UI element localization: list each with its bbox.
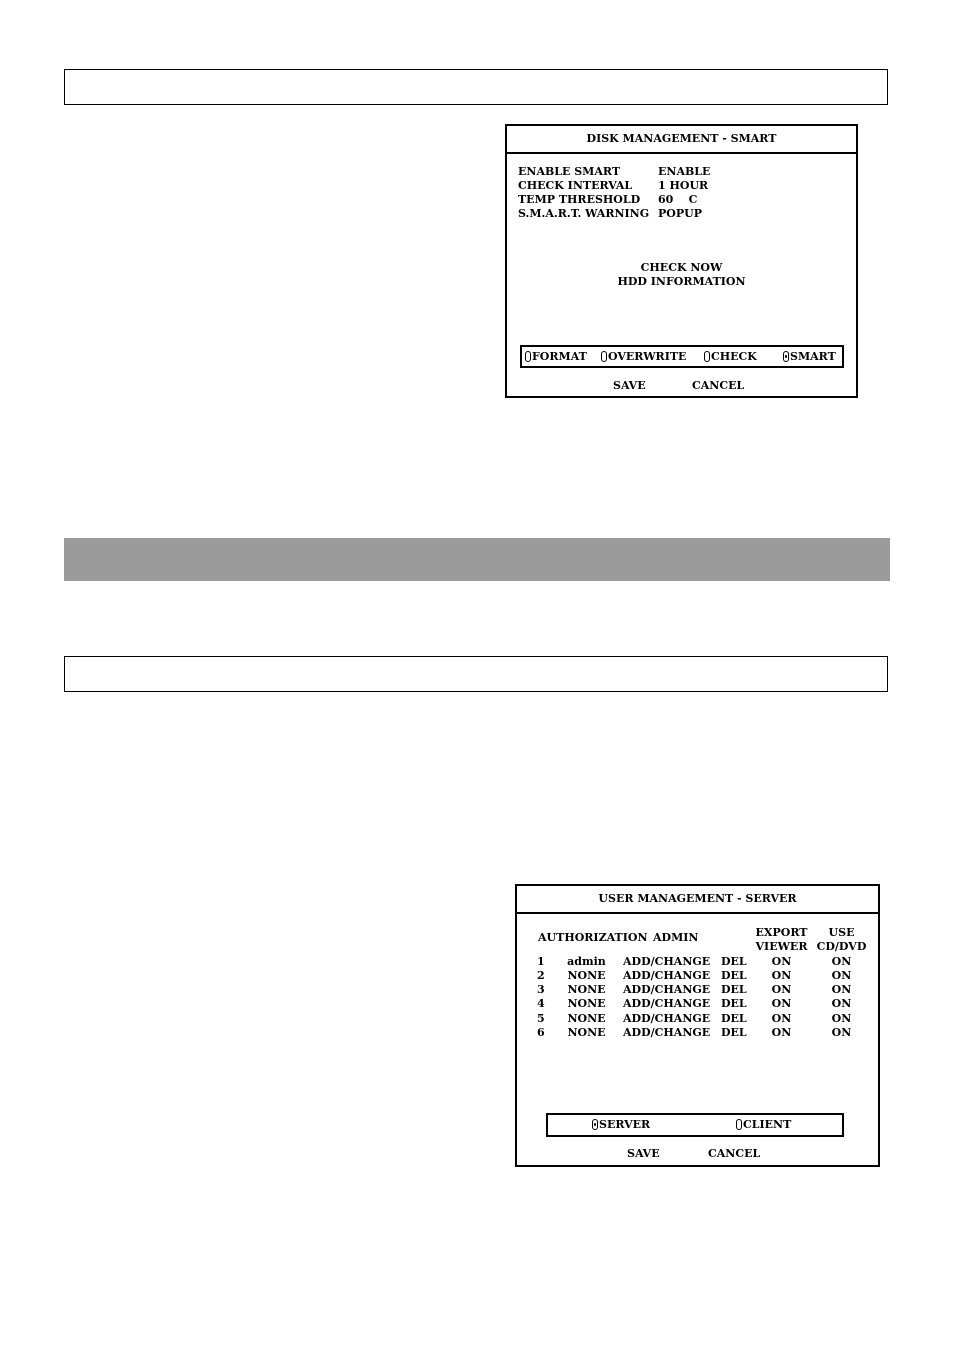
row-number: 2 bbox=[537, 969, 545, 982]
smart-warning-label: S.M.A.R.T. WARNING bbox=[518, 207, 650, 220]
row-del[interactable]: DEL bbox=[721, 955, 747, 968]
row-export[interactable]: ON bbox=[771, 955, 792, 968]
row-user[interactable]: NONE bbox=[567, 1026, 606, 1039]
user-panel-title: USER MANAGEMENT - SERVER bbox=[517, 886, 878, 914]
row-use[interactable]: ON bbox=[831, 969, 852, 982]
row-add-change[interactable]: ADD/CHANGE bbox=[623, 997, 711, 1010]
authorization-header: AUTHORIZATION bbox=[538, 931, 648, 944]
enable-smart-value[interactable]: ENABLE bbox=[658, 165, 711, 178]
tab-server[interactable] bbox=[592, 1118, 650, 1131]
radio-off-icon bbox=[736, 1119, 742, 1130]
section-header-box-bottom bbox=[64, 656, 888, 692]
cancel-button[interactable]: CANCEL bbox=[692, 379, 745, 392]
smart-warning-value[interactable]: POPUP bbox=[658, 207, 702, 220]
row-add-change[interactable]: ADD/CHANGE bbox=[623, 1026, 711, 1039]
row-use[interactable]: ON bbox=[831, 983, 852, 996]
radio-off-icon bbox=[704, 351, 710, 362]
row-use[interactable]: ON bbox=[831, 1026, 852, 1039]
row-number: 3 bbox=[537, 983, 545, 996]
tab-smart[interactable] bbox=[783, 350, 836, 363]
radio-on-icon bbox=[592, 1119, 598, 1130]
row-use[interactable]: ON bbox=[831, 1012, 852, 1025]
use-header-line1: USE bbox=[828, 926, 855, 939]
hdd-information-button[interactable]: HDD INFORMATION bbox=[617, 275, 746, 288]
tab-overwrite[interactable] bbox=[601, 350, 686, 363]
row-user[interactable]: NONE bbox=[567, 1012, 606, 1025]
section-gray-bar bbox=[64, 538, 890, 581]
tab-smart-label: SMART bbox=[790, 350, 836, 363]
row-del[interactable]: DEL bbox=[721, 983, 747, 996]
temp-threshold-label: TEMP THRESHOLD bbox=[518, 193, 641, 206]
check-interval-value[interactable]: 1 HOUR bbox=[658, 179, 709, 192]
section-header-box-top bbox=[64, 69, 888, 105]
disk-panel-title: DISK MANAGEMENT - SMART bbox=[507, 126, 856, 154]
row-del[interactable]: DEL bbox=[721, 997, 747, 1010]
row-user[interactable]: NONE bbox=[567, 997, 606, 1010]
disk-management-panel bbox=[505, 124, 858, 398]
user-management-panel bbox=[515, 884, 880, 1167]
radio-off-icon bbox=[601, 351, 607, 362]
radio-on-icon bbox=[783, 351, 789, 362]
check-now-button[interactable]: CHECK NOW bbox=[640, 261, 723, 274]
row-number: 1 bbox=[537, 955, 545, 968]
user-tab-bar bbox=[546, 1113, 844, 1137]
temp-threshold-value[interactable]: 60 C bbox=[658, 193, 698, 206]
tab-overwrite-label: OVERWRITE bbox=[608, 350, 687, 363]
row-export[interactable]: ON bbox=[771, 969, 792, 982]
tab-server-label: SERVER bbox=[599, 1118, 651, 1131]
tab-format[interactable] bbox=[525, 350, 587, 363]
export-header-line1: EXPORT bbox=[755, 926, 808, 939]
row-use[interactable]: ON bbox=[831, 955, 852, 968]
row-add-change[interactable]: ADD/CHANGE bbox=[623, 955, 711, 968]
row-number: 6 bbox=[537, 1026, 545, 1039]
row-del[interactable]: DEL bbox=[721, 1026, 747, 1039]
save-button[interactable]: SAVE bbox=[613, 379, 646, 392]
row-add-change[interactable]: ADD/CHANGE bbox=[623, 983, 711, 996]
save-button[interactable]: SAVE bbox=[627, 1147, 660, 1160]
row-del[interactable]: DEL bbox=[721, 969, 747, 982]
row-export[interactable]: ON bbox=[771, 1012, 792, 1025]
disk-tab-bar bbox=[520, 345, 844, 368]
row-export[interactable]: ON bbox=[771, 997, 792, 1010]
admin-header: ADMIN bbox=[653, 931, 699, 944]
row-use[interactable]: ON bbox=[831, 997, 852, 1010]
use-header-line2: CD/DVD bbox=[816, 940, 867, 953]
row-add-change[interactable]: ADD/CHANGE bbox=[623, 1012, 711, 1025]
tab-check-label: CHECK bbox=[711, 350, 757, 363]
row-export[interactable]: ON bbox=[771, 1026, 792, 1039]
row-user[interactable]: NONE bbox=[567, 983, 606, 996]
check-interval-label: CHECK INTERVAL bbox=[518, 179, 633, 192]
tab-check[interactable] bbox=[704, 350, 757, 363]
tab-client-label: CLIENT bbox=[743, 1118, 792, 1131]
row-user[interactable]: NONE bbox=[567, 969, 606, 982]
row-add-change[interactable]: ADD/CHANGE bbox=[623, 969, 711, 982]
tab-format-label: FORMAT bbox=[532, 350, 587, 363]
row-del[interactable]: DEL bbox=[721, 1012, 747, 1025]
enable-smart-label: ENABLE SMART bbox=[518, 165, 621, 178]
tab-client[interactable] bbox=[736, 1118, 791, 1131]
cancel-button[interactable]: CANCEL bbox=[708, 1147, 761, 1160]
export-header-line2: VIEWER bbox=[755, 940, 808, 953]
row-export[interactable]: ON bbox=[771, 983, 792, 996]
row-number: 4 bbox=[537, 997, 545, 1010]
row-user[interactable]: admin bbox=[567, 955, 606, 968]
radio-off-icon bbox=[525, 351, 531, 362]
row-number: 5 bbox=[537, 1012, 545, 1025]
